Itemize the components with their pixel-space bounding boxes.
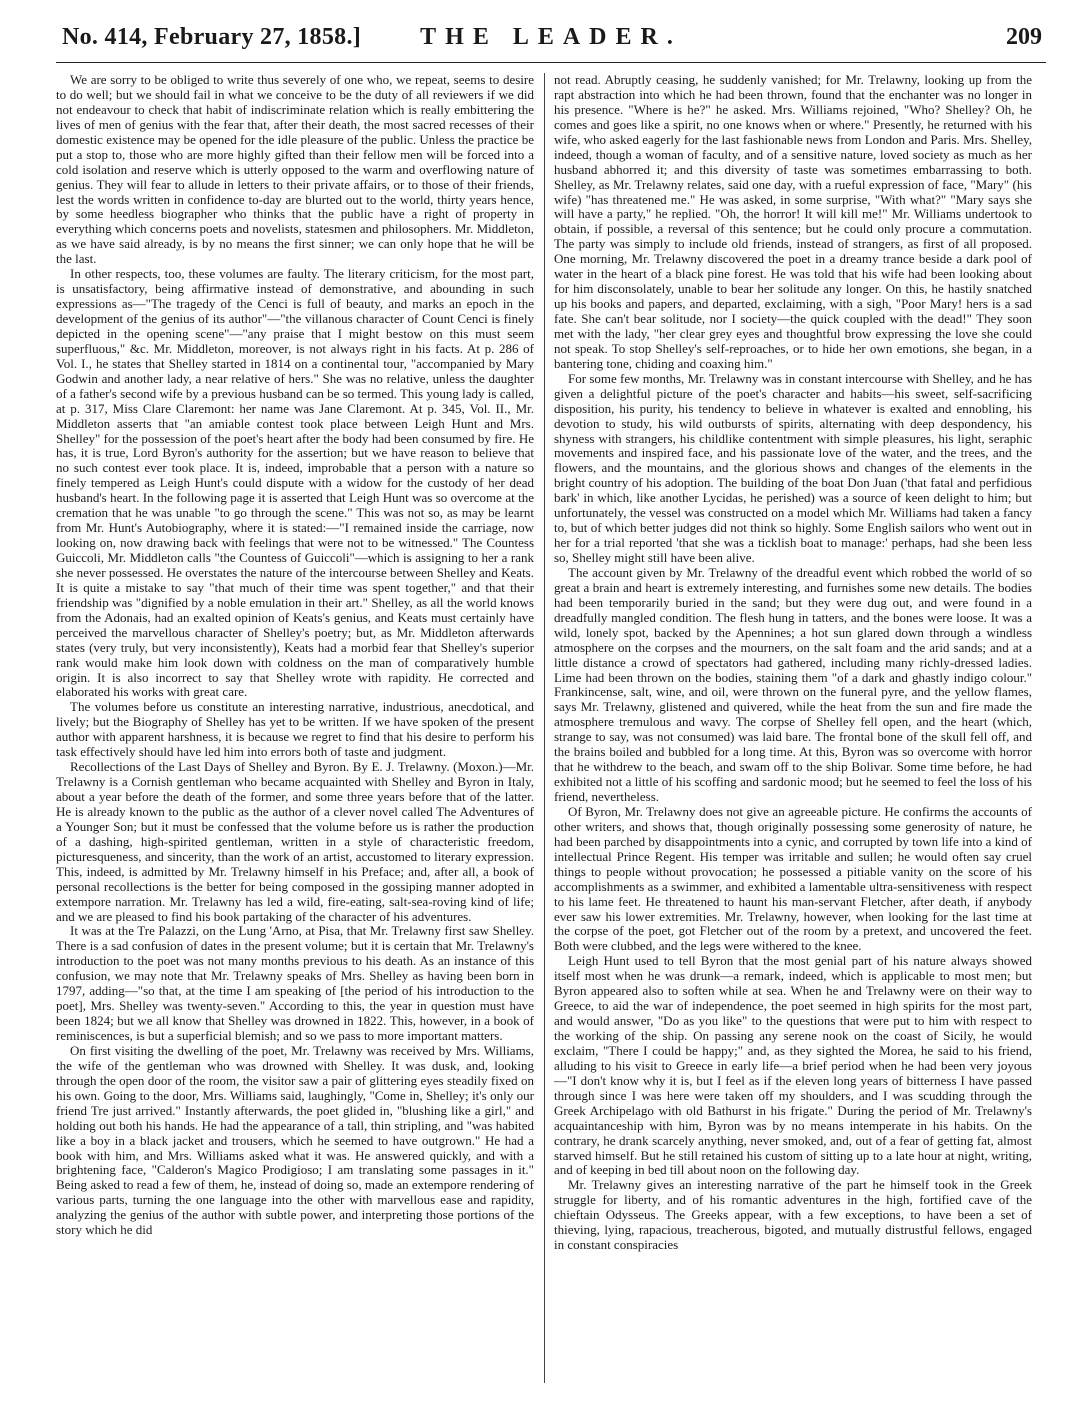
paragraph: Mr. Trelawny gives an interesting narrative of the part he himself took in the Greek struggle for liberty, and of his romantic adventures in the high, fortified cave of the chieftain Odysseus. The Greeks appear, with a few exceptions, to have been a set of thieving, lying, rapacious, treacherous, bigoted, and mutually distrustful fellows, engaged in constant conspiracies <box>554 1177 1032 1253</box>
newspaper-title: THE LEADER. <box>420 24 682 50</box>
article-columns <box>56 73 1046 1393</box>
header-rule <box>56 62 1046 63</box>
paragraph: Leigh Hunt used to tell Byron that the most genial part of his nature always showed itself most when he was drunk—a remark, indeed, which is applicable to most men; but Byron appeared also to soften while at sea. When he and Trelawny were on their way to Greece, to aid the war of independence, the poet seemed in high spirits for the most part, and would answer, "Do as you like" to the questions that were put to him with respect to the working of the ship. On passing any serene nook on the coast of Sicily, he would exclaim, "There I could be happy;" and, as they sighted the Morea, he said to his friend, alluding to his visit to Greece in early life—a brief period when he had been very joyous—"I don't know why it is, but I feel as if the eleven long years of bitterness I have passed through since I was here were taken off my shoulders, and I was scudding through the Greek Archipelago with old Bathurst in his frigate." During the period of Mr. Trelawny's acquaintanceship with him, Byron was by no means intemperate in his habits. On the contrary, he drank scarcely anything, never smoked, and, out of a fear of getting fat, almost starved himself. But he still retained his custom of sitting up to a late hour at night, writing, and of keeping in bed till about noon on the following day. <box>554 953 1032 1178</box>
paragraph: We are sorry to be obliged to write thus severely of one who, we repeat, seems to desire to do well; but we should fail in what we conceive to be the duty of all reviewers if we did not endeavour to check that habit of indiscriminate relation which is really embittering the lives of men of genius with the fear that, after their death, the most sacred recesses of their domestic existence may be opened for the idle pleasure of the public. Unless the practice be put a stop to, those who are more highly gifted than their fellow men will be forced into a cold isolation and reserve which is utterly opposed to the warm and overflowing nature of genius. They will fear to allude in letters to their private affairs, or to those of their friends, lest the words written in confidence to-day are blurted out to the world, thirty years hence, by some heedless biographer who thinks that the public have a right of property in everything which concerns poets and novelists, statesmen and philosophers. Mr. Middleton, as we have said already, is by no means the first sinner; we can only hope that he will be the last. <box>56 72 534 267</box>
paragraph: It was at the Tre Palazzi, on the Lung 'Arno, at Pisa, that Mr. Trelawny first saw Shelley. There is a sad confusion of dates in the present volume; but it is certain that Mr. Trelawny's introduction to the poet was not many months previous to his death. As an instance of this confusion, we may note that Mr. Trelawny speaks of Mrs. Shelley as having been born in 1797, adding—"so that, at the time I am speaking of [the period of his introduction to the poet], Mrs. Shelley was twenty-seven." According to this, the year in question must have been 1824; but we all know that Shelley was drowned in 1822. This, however, in a book of reminiscences, is but a superficial blemish; and so we pass to more important matters. <box>56 923 534 1043</box>
column-divider <box>544 73 545 1383</box>
paragraph: The account given by Mr. Trelawny of the dreadful event which robbed the world of so great a brain and heart is extremely interesting, and furnishes some new details. The bodies had been temporarily buried in the sand; but they were dug out, and were found in a dreadfully mangled condition. The flesh hung in tatters, and the bones were loose. It was a wild, lonely spot, backed by the Apennines; a hot sun glared down through a windless atmosphere on the corpses and the mourners, on the salt foam and the arid sands; and at a little distance a crowd of spectators had gathered, including many richly-dressed ladies. Lime had been thrown on the bodies, staining them "of a dark and ghastly indigo colour." Frankincense, salt, wine, and oil, were thrown on the funeral pyre, and the yellow flames, says Mr. Trelawny, glistened and quivered, while the heat from the sun and fire made the atmosphere tremulous and wavy. The corpse of Shelley fell open, and the heart (which, strange to say, was not consumed) was laid bare. The frontal bone of the skull fell off, and the brains boiled and bubbled for a long time. At this, Byron was so overcome with horror that he withdrew to the beach, and swam off to the ship Bolivar. Some time before, he had exhibited not a little of his scoffing and sardonic mood; but he seemed to feel the loss of his friend, nevertheless. <box>554 564 1032 804</box>
left-column <box>56 73 534 1238</box>
paragraph: For some few months, Mr. Trelawny was in constant intercourse with Shelley, and he has given a delightful picture of the poet's character and habits—his sweet, self-sacrificing disposition, his purity, his tendency to believe in whatever is exalted and ennobling, his devotion to study, his wild outbursts of spirits, alternating with deep despondency, his shyness with strangers, his childlike contentment with simple pleasures, his light, seraphic movements and inspired face, and his passionate love of the water, and the trees, and the flowers, and the mountains, and the glorious shows and changes of the elements in the bright country of his adoption. The building of the boat Don Juan ('that fatal and perfidious bark' in which, like another Lycidas, he perished) was a source of keen delight to him; but unfortunately, the vessel was constructed on a model which Mr. Williams had taken a fancy to, but of which better judges did not think so highly. Some English sailors who went out in her for a trial reported 'that she was a ticklish boat to manage:' perhaps, had she been less so, Shelley might still have been alive. <box>554 370 1032 565</box>
paragraph: On first visiting the dwelling of the poet, Mr. Trelawny was received by Mrs. Williams, the wife of the gentleman who was drowned with Shelley. It was dusk, and, looking through the open door of the room, the visitor saw a pair of glittering eyes steadily fixed on his own. Going to the door, Mrs. Williams said, laughingly, "Come in, Shelley; it's only our friend Tre just arrived." Instantly afterwards, the poet glided in, "blushing like a girl," and holding out both his hands. He had the appearance of a tall, thin stripling, and "was habited like a boy in a black jacket and trousers, which he seemed to have outgrown." He had a book with him, and Mrs. Williams asked what it was. He answered quickly, and with a brightening face, "Calderon's Magico Prodigioso; I am translating some passages in it." Being asked to read a few of them, he, instead of doing so, made an extempore rendering of various parts, turning the one language into the other with marvellous ease and rapidity, analyzing the genius of the author with subtle power, and interpreting those portions of the story which he did <box>56 1042 534 1238</box>
page-number: 209 <box>1006 24 1042 50</box>
paragraph: not read. Abruptly ceasing, he suddenly vanished; for Mr. Trelawny, looking up from the rapt abstraction into which he had been thrown, found that the enchanter was no longer in his presence. "Where is he?" he asked. Mrs. Williams rejoined, "Who? Shelley? Oh, he comes and goes like a spirit, no one knows when or where." Presently, he returned with his wife, who asked eagerly for the last fashionable news from London and Paris. Mrs. Shelley, indeed, though a woman of faculty, and of a sensitive nature, loved society as much as her husband abhorred it; and this diversity of taste was sometimes embarrassing to both. Shelley, as Mr. Trelawny relates, said one day, with a rueful expression of face, "Mary" (his wife) "has threatened me." He was asked, in some surprise, "With what?" "Mary says she will have a party," he replied. "Oh, the horror! It will kill me!" Mr. Williams undertook to obtain, if possible, a reversal of this sentence; but he could only procure a commutation. The party was simply to include old friends, instead of strangers, as first of all proposed. One morning, Mr. Trelawny discovered the poet in a dreamy trance beside a dark pool of water in the heart of a black pine forest. He was told that his wife had been looking about for him disconsolately, unable to bear her solitude any longer. On this, he hastily snatched up his books and papers, and departed, exclaiming, with a sigh, "Poor Mary! hers is a sad fate. She can't bear solitude, nor I society—the quick coupled with the dead!" They soon met with the lady, "her clear grey eyes and thoughtful brow expressing the love she could not speak. To stop Shelley's self-reproaches, or to hide her own emotions, she began, in a bantering tone, chiding and coaxing him." <box>554 72 1032 371</box>
paragraph: Of Byron, Mr. Trelawny does not give an agreeable picture. He confirms the accounts of other writers, and shows that, though originally possessing some generosity of nature, he had been parched by disappointments into a cynic, and corrupted by town life into a kind of intellectual Prince Regent. His temper was irritable and sullen; he would often say cruel things to people without provocation; he possessed a pitiable vanity on the score of his accomplishments as a swimmer, and exhibited a lamentable ultra-sensitiveness with respect to his lame feet. He threatened to haunt his man-servant Fletcher, after death, if anybody ever saw his lower extremities. Mr. Trelawny, however, when looking for the last time at the corpse of the poet, got Fletcher out of the room by a pretext, and uncovered the feet. Both were clubbed, and the legs were withered to the knee. <box>554 803 1032 954</box>
paragraph: In other respects, too, these volumes are faulty. The literary criticism, for the most part, is unsatisfactory, being affirmative instead of demonstrative, and abounding in such expressions as—"The tragedy of the Cenci is full of beauty, and marks an epoch in the development of the genius of its author"—"the villanous character of Count Cenci is finely depicted in the opening scene"—"any praise that I might bestow on this must seem superfluous," &c. Mr. Middleton, moreover, is not always right in his facts. At p. 286 of Vol. I., he states that Shelley started in 1814 on a continental tour, "accompanied by Mary Godwin and another lady, a near relative of hers." She was no relative, unless the daughter of a father's second wife by a previous husband can be so termed. This young lady is called, at p. 317, Miss Clare Claremont: her name was Jane Claremont. At p. 345, Vol. II., Mr. Middleton asserts that "an amiable contest took place between Leigh Hunt and Mrs. Shelley" for the possession of the poet's heart after the body had been consumed by fire. He has, it is true, Lord Byron's authority for the assertion; but we have reason to believe that no such contest ever took place. It is, indeed, improbable that a person with a nature so finely tempered as Leigh Hunt's could dispute with a widow for the custody of her dead husband's heart. In the following page it is asserted that Leigh Hunt was so overcome at the cremation that he was unable "to go through the scene." This was not so, as may be learnt from Mr. Hunt's Autobiography, where it is stated:—"I remained inside the carriage, now looking on, now drawing back with feelings that were not to be witnessed." The Countess Guiccoli, Mr. Middleton calls "the Countess of Guiccoli"—which is assigning to her a rank she never possessed. He overstates the nature of the intercourse between Shelley and Keats. It is quite a mistake to say "that much of their time was spent together," and that their friendship was "dignified by a noble emulation in their art." Shelley, as all the world knows from the Adonais, had an exalted opinion of Keats's genius, and Keats must certainly have perceived the marvellous character of Shelley's poetry; but, as Mr. Middleton afterwards states (very truly, but very inconsistently), Keats had a morbid fear that Shelley's superior rank would make him look down with coldness on the man of comparatively humble origin. It is also incorrect to say that Shelley wrote with rapidity. He corrected and elaborated his works with great care. <box>56 266 534 700</box>
paragraph: The volumes before us constitute an interesting narrative, industrious, anecdotical, and lively; but the Biography of Shelley has yet to be written. If we have spoken of the present author with apparent harshness, it is because we regret to find that his desire to perform his task effectively should have led him into errors both of taste and judgment. <box>56 699 534 760</box>
right-column <box>554 73 1032 1253</box>
paragraph: Recollections of the Last Days of Shelley and Byron. By E. J. Trelawny. (Moxon.)—Mr. Trelawny is a Cornish gentleman who became acquainted with Shelley and Byron in Italy, about a year before the death of the former, and some three years before that of the latter. He is already known to the public as the author of a clever novel called The Adventures of a Younger Son; but it must be confessed that the volume before us is rather the production of a dashing, high-spirited gentleman, written in a style of characteristic freedom, picturesqueness, and sincerity, than the work of an artist, accustomed to literary expression. This, indeed, is admitted by Mr. Trelawny himself in his Preface; and, after all, a book of personal recollections is the better for being composed in the gossiping manner adopted in extempore narration. Mr. Trelawny has led a wild, fire-eating, salt-sea-roving kind of life; and we are pleased to find his book partaking of the character of his adventures. <box>56 759 534 924</box>
page-header <box>56 22 1046 52</box>
newspaper-page <box>56 22 1046 1392</box>
issue-info: No. 414, February 27, 1858.] <box>62 24 362 50</box>
